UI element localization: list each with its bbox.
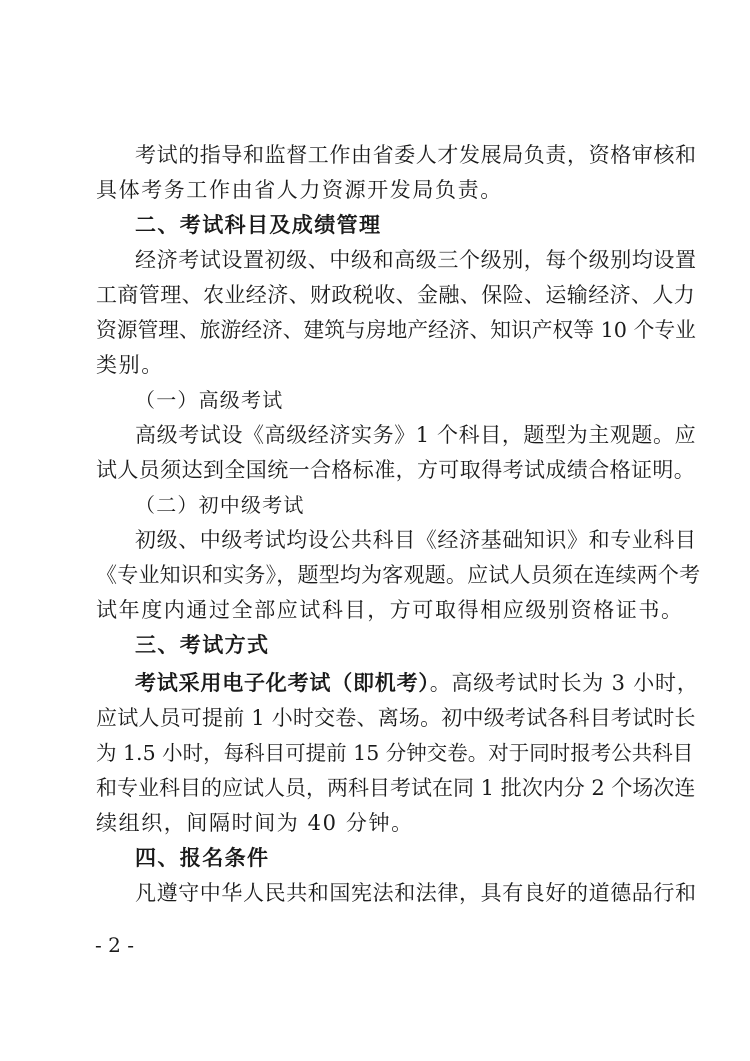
paragraph-line xyxy=(135,666,699,700)
paragraph-line: 初级、中级考试均设公共科目《经济基础知识》和专业科目 xyxy=(135,528,697,552)
paragraph-text: 。高级考试时长为 3 小时， xyxy=(429,671,699,695)
paragraph-line: 为 1.5 小时，每科目可提前 15 分钟交卷。对于同时报考公共科目 xyxy=(96,741,694,765)
paragraph-line: 考试的指导和监督工作由省委人才发展局负责，资格审核和 xyxy=(135,143,697,167)
paragraph-line: 经济考试设置初级、中级和高级三个级别，每个级别均设置 xyxy=(135,248,697,272)
subsection-heading: （一）高级考试 xyxy=(135,388,284,412)
paragraph-line: 高级考试设《高级经济实务》1 个科目，题型为主观题。应 xyxy=(135,423,697,447)
page-number: - 2 - xyxy=(95,933,134,957)
paragraph-line: 资源管理、旅游经济、建筑与房地产经济、知识产权等 10 个专业 xyxy=(96,318,696,342)
paragraph-line: 类别。 xyxy=(96,353,164,377)
paragraph-line: 试人员须达到全国统一合格标准，方可取得考试成绩合格证明。 xyxy=(96,458,696,482)
bold-lead-text: 考试采用电子化考试（即机考） xyxy=(135,670,430,695)
paragraph-line: 应试人员可提前 1 小时交卷、离场。初中级考试各科目考试时长 xyxy=(96,706,696,730)
paragraph-line: 具体考务工作由省人力资源开发局负责。 xyxy=(96,178,503,202)
paragraph-line: 续组织，间隔时间为 40 分钟。 xyxy=(96,811,414,835)
paragraph-line: 试年度内通过全部应试科目，方可取得相应级别资格证书。 xyxy=(96,598,684,622)
section-heading: 三、考试方式 xyxy=(135,633,270,657)
paragraph-line: 《专业知识和实务》，题型均为客观题。应试人员须在连续两个考 xyxy=(96,563,701,587)
paragraph-line: 和专业科目的应试人员，两科目考试在同 1 批次内分 2 个场次连 xyxy=(96,776,696,800)
paragraph-line: 工商管理、农业经济、财政税收、金融、保险、运输经济、人力 xyxy=(96,283,696,307)
paragraph-line: 凡遵守中华人民共和国宪法和法律，具有良好的道德品行和 xyxy=(135,881,697,905)
section-heading: 四、报名条件 xyxy=(135,846,270,870)
section-heading: 二、考试科目及成绩管理 xyxy=(135,213,382,237)
subsection-heading: （二）初中级考试 xyxy=(135,493,305,517)
